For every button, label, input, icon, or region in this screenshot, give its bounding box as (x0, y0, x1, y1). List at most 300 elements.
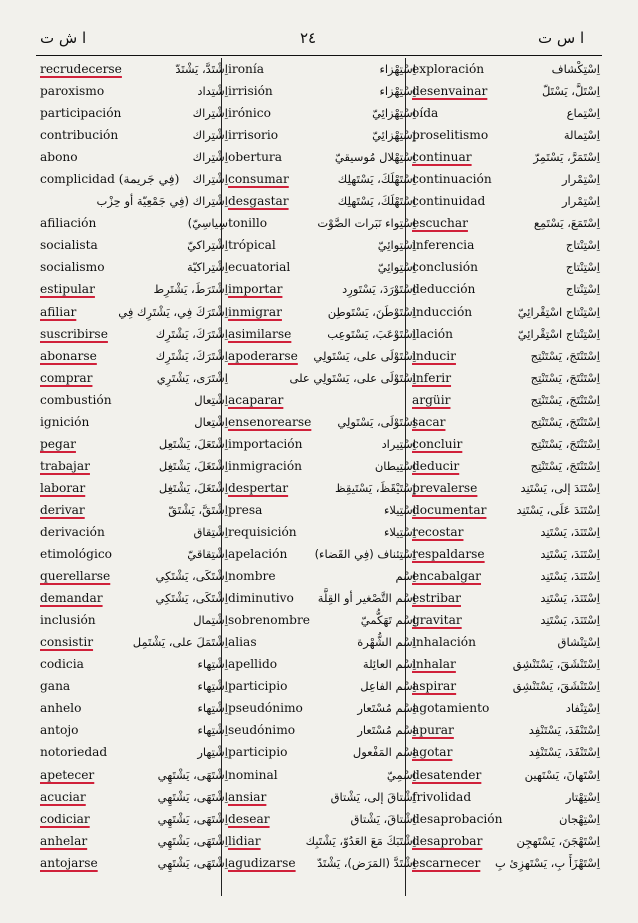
spanish-term: tonillo (228, 216, 268, 231)
dictionary-entry (226, 124, 416, 146)
dictionary-entry (410, 433, 600, 455)
arabic-term: اِسْتَنْتَجَ، يَسْتَنْتِج (530, 436, 600, 451)
dictionary-entry (226, 58, 416, 80)
dictionary-entry (38, 190, 228, 212)
dictionary-entry (38, 58, 228, 80)
dictionary-entry (226, 609, 416, 631)
dictionary-entry (38, 367, 228, 389)
dictionary-entry (38, 455, 228, 477)
spanish-term: irrisión (228, 84, 273, 99)
arabic-term: اِسْتَهْلَكَ، يَسْتَهلِك (337, 172, 416, 187)
dictionary-entry (38, 124, 228, 146)
arabic-term: اِشْتَرَكَ، يَشْتَرِك (155, 326, 228, 341)
arabic-term: اِسْم (395, 569, 416, 584)
arabic-term: اِشْتِعال (194, 392, 228, 407)
dictionary-entry (226, 168, 416, 190)
spanish-term: derivación (40, 524, 105, 539)
arabic-term: اِسْتِوائِيّ (377, 260, 416, 275)
arabic-term: اِشْتَرَكَ، يَشْتَرِك (155, 348, 228, 363)
dictionary-entry (38, 852, 228, 874)
dictionary-entry (226, 234, 416, 256)
arabic-term: اِشْتَهَى، يَشْتَهِي (157, 789, 228, 804)
spanish-term: apelación (228, 547, 288, 562)
dictionary-entry (410, 477, 600, 499)
arabic-term: اِشْتِراك (192, 150, 228, 165)
dictionary-entry (410, 301, 600, 323)
spanish-term: ignición (40, 414, 90, 429)
dictionary-entry (410, 234, 600, 256)
arabic-term: اِشْتِراك (192, 106, 228, 121)
dictionary-entry (226, 80, 416, 102)
dictionary-entry (410, 653, 600, 675)
arabic-term: اِشْتَهَى، يَشْتَهِي (157, 767, 228, 782)
spanish-term: sacar (412, 414, 446, 429)
arabic-term: اِسْتَيْقَظَ، يَسْتَيقِظ (334, 480, 416, 495)
dictionary-entry (38, 411, 228, 433)
dictionary-entry (38, 256, 228, 278)
dictionary-entry (410, 190, 600, 212)
dictionary-entry (410, 741, 600, 763)
spanish-term: continuidad (412, 194, 486, 209)
arabic-term: اِشْتِمال (193, 613, 228, 628)
dictionary-entry (410, 146, 600, 168)
arabic-term: اِشْتِراكيّ (187, 238, 228, 253)
spanish-term: suscribirse (40, 326, 108, 341)
spanish-term: laborar (40, 480, 86, 495)
arabic-term: اِشْتَكَى، يَشْتَكِي (155, 569, 228, 584)
dictionary-entry (410, 168, 600, 190)
arabic-term: اِسْتِهْزائِيّ (372, 128, 416, 143)
dictionary-entry (410, 543, 600, 565)
dictionary-entry (38, 719, 228, 741)
dictionary-entry (410, 124, 600, 146)
dictionary-entry (226, 102, 416, 124)
dictionary-entry (38, 477, 228, 499)
arabic-term: اِشْتَهَى، يَشْتَهِي (157, 855, 228, 870)
dictionary-entry (410, 852, 600, 874)
arabic-term: اِشْتِراك (192, 172, 228, 187)
arabic-term: اِسْم الشُّهْرة (357, 635, 416, 650)
dictionary-entry (226, 499, 416, 521)
spanish-term: desgastar (228, 194, 289, 209)
arabic-term: اِسْتِوائِيّ (377, 238, 416, 253)
arabic-term: اِسْتِيلاء (383, 524, 416, 539)
dictionary-entry (410, 565, 600, 587)
dictionary-entry (410, 719, 600, 741)
arabic-term: اِسْتَهانَ، يَسْتَهين (524, 767, 600, 782)
spanish-term: comprar (40, 370, 93, 385)
spanish-term: apellido (228, 657, 278, 672)
spanish-term: inferir (412, 370, 452, 385)
arabic-term: اِسْم التَّصْغير أو القِلَّة (317, 591, 416, 606)
arabic-term: اِشْتَهَى، يَشْتَهِي (157, 833, 228, 848)
dictionary-entry (38, 212, 228, 234)
dictionary-entry (410, 455, 600, 477)
arabic-term: اِسْمِيّ (386, 767, 416, 782)
spanish-term: estipular (40, 282, 95, 297)
dictionary-entry (410, 631, 600, 653)
column-2 (226, 58, 416, 874)
arabic-term: اِشْتِهار (197, 745, 228, 760)
dictionary-entry (38, 631, 228, 653)
dictionary-entry (38, 808, 228, 830)
arabic-term: اِسْتَنْتَجَ، يَسْتَنْتِج (530, 414, 600, 429)
dictionary-entry (226, 455, 416, 477)
arabic-term: اِسْتَنْتَجَ، يَسْتَنْتِج (530, 392, 600, 407)
dictionary-entry (226, 852, 416, 874)
spanish-term: participación (40, 106, 122, 121)
arabic-term: اِسْتَمَرَّ، يَسْتَمِرّ (533, 150, 600, 165)
dictionary-entry (226, 301, 416, 323)
arabic-term: اِشْتَقَّ، يَشْتَقّ (168, 502, 228, 517)
arabic-term: اِسْتِنْتاج اسْتِقْرائِيّ (517, 304, 600, 319)
arabic-term: اِسْتَنْتَجَ، يَسْتَنْتِج (530, 458, 600, 473)
header-left-letters: ا ش ت (40, 29, 87, 47)
dictionary-entry (38, 168, 228, 190)
spanish-term: importar (228, 282, 283, 297)
spanish-term: inhalar (412, 657, 456, 672)
arabic-term: اِسْتِنْتاج (565, 238, 600, 253)
spanish-term: diminutivo (228, 591, 294, 606)
spanish-term: ensenorearse (228, 414, 312, 429)
dictionary-entry (226, 675, 416, 697)
dictionary-entry (410, 521, 600, 543)
dictionary-entry (410, 80, 600, 102)
arabic-term: اِسْتَمَعَ، يَسْتَمِع (533, 216, 600, 231)
spanish-term: acuciar (40, 789, 86, 804)
arabic-term: اِسْتِهْزائِيّ (372, 106, 416, 121)
spanish-term: afiliar (40, 304, 77, 319)
arabic-term: اِشْتِراك (فِي جَمْعِيّة أو حِزْب (96, 194, 228, 209)
dictionary-entry (38, 301, 228, 323)
dictionary-entry (38, 830, 228, 852)
dictionary-entry (410, 102, 600, 124)
spanish-term: derivar (40, 502, 85, 517)
dictionary-entry (38, 499, 228, 521)
spanish-term: abono (40, 150, 78, 165)
arabic-term: اِسْتِمْرار (561, 172, 600, 187)
page-header (0, 22, 638, 56)
dictionary-entry (38, 565, 228, 587)
spanish-term: agudizarse (228, 855, 296, 870)
arabic-term: اِشْتِداد (197, 84, 228, 99)
arabic-term: اِسْم الفاعِل (360, 679, 416, 694)
arabic-term: اِسْتِماع (566, 106, 600, 121)
spanish-term: inmigrar (228, 304, 282, 319)
arabic-term: اِشْتاقَ، يَشْتاق (350, 811, 416, 826)
arabic-term: اِسْتِنْشاق (557, 635, 600, 650)
dictionary-entry (226, 146, 416, 168)
arabic-term: اِسْتَنْتَجَ، يَسْتَنْتِج (530, 370, 600, 385)
spanish-term: pegar (40, 436, 76, 451)
arabic-term: اِشْتَرَى، يَشْتَرِي (156, 370, 228, 385)
dictionary-entry (410, 58, 600, 80)
dictionary-entry (38, 323, 228, 345)
dictionary-entry (38, 146, 228, 168)
spanish-term: ecuatorial (228, 260, 291, 275)
spanish-term: acaparar (228, 392, 284, 407)
arabic-term: اِشْتَعَلَ، يَشْتَعِل (158, 436, 228, 451)
arabic-term: اِشْتَرَكَ فِي، يَشْتَرِك فِي (118, 304, 228, 319)
dictionary-entry (226, 433, 416, 455)
arabic-term: اِسْتَنَدَ، يَسْتَنِد (540, 569, 600, 584)
spanish-term: abonarse (40, 348, 97, 363)
spanish-term: antojo (40, 723, 79, 738)
spanish-term: trabajar (40, 458, 90, 473)
arabic-term: اِسْتِهْزاء (379, 62, 416, 76)
arabic-term: اِسْتَنَدَ، يَسْتَنِد (540, 613, 600, 628)
arabic-term: اِشْتِهاء (197, 701, 228, 716)
spanish-term: lidiar (228, 833, 261, 848)
spanish-term: importación (228, 436, 303, 451)
spanish-term: inhalación (412, 635, 476, 650)
dictionary-entry (226, 565, 416, 587)
spanish-term: prevalerse (412, 480, 478, 495)
arabic-term: اِسْتَوْلَى على، يَسْتَولِي (313, 348, 416, 363)
arabic-term: اِسْتَلَّ، يَسْتَلّ (541, 84, 600, 99)
page-number: ٢٤ (300, 29, 317, 47)
dictionary-entry (410, 587, 600, 609)
arabic-term: اِسْتَنْشَقَ، يَسْتَنْشِق (512, 679, 600, 694)
spanish-term: oída (412, 106, 439, 121)
spanish-term: nombre (228, 569, 276, 584)
dictionary-entry (38, 80, 228, 102)
dictionary-entry (38, 609, 228, 631)
arabic-term: اِشْتَكَى، يَشْتَكِي (155, 591, 228, 606)
arabic-term: اِسْتِمْرار (561, 194, 600, 209)
arabic-term: اِشْتِقاقيّ (187, 547, 228, 562)
dictionary-entry (38, 741, 228, 763)
spanish-term: frivolidad (412, 789, 472, 804)
spanish-term: continuación (412, 172, 492, 187)
spanish-term: inducción (412, 304, 473, 319)
arabic-term: اِسْتَوْعَبَ، يَسْتَوعِب (327, 326, 416, 341)
spanish-term: demandar (40, 591, 103, 606)
arabic-term: اِسْتَنْفَدَ، يَسْتَنْفِد (528, 723, 600, 738)
spanish-term: escarnecer (412, 855, 481, 870)
arabic-term: اِشْتِهاء (197, 679, 228, 694)
arabic-term: اِسْتَهْجَنَ، يَسْتَهجِن (516, 833, 600, 848)
spanish-term: participio (228, 679, 288, 694)
spanish-term: afiliación (40, 216, 97, 231)
arabic-term: اِسْتِنْتاج (565, 260, 600, 275)
dictionary-entry (38, 697, 228, 719)
dictionary-entry (410, 389, 600, 411)
dictionary-entry (38, 234, 228, 256)
dictionary-entry (410, 411, 600, 433)
spanish-term: requisición (228, 524, 297, 539)
dictionary-entry (410, 808, 600, 830)
arabic-term: اِسْتَنَدَ، يَسْتَنِد (540, 591, 600, 606)
arabic-term: اِسْتَنَدَ عَلَى، يَسْتَنِد (516, 502, 600, 517)
spanish-term: desatender (412, 767, 482, 782)
spanish-term: inducir (412, 348, 456, 363)
arabic-term: سِياسِيّ) (187, 216, 228, 231)
arabic-term: اِسْتَوْلَى، يَسْتَولِي (337, 414, 416, 429)
spanish-term: agotar (412, 745, 453, 760)
spanish-term: notoriedad (40, 745, 108, 760)
arabic-term: اِسْتَنَدَ، يَسْتَنِد (540, 524, 600, 539)
arabic-term: اِشْتَغَلَ، يَشْتَغِل (158, 480, 228, 495)
spanish-term: anhelo (40, 701, 82, 716)
spanish-term: recostar (412, 524, 464, 539)
spanish-term: concluir (412, 436, 463, 451)
arabic-term: اِشْتَدَّ، يَشْتَدّ (175, 62, 228, 76)
spanish-term: apetecer (40, 767, 95, 782)
column-1 (38, 58, 228, 874)
spanish-term: irónico (228, 106, 271, 121)
arabic-term: اِسْتِنْتاج اسْتِقْرائِيّ (517, 326, 600, 341)
dictionary-entry (410, 764, 600, 786)
arabic-term: اِسْتِنْتاج (565, 282, 600, 297)
spanish-term: deducción (412, 282, 476, 297)
spanish-term: respaldarse (412, 547, 485, 562)
dictionary-entry (226, 323, 416, 345)
spanish-term: estribar (412, 591, 461, 606)
spanish-term: complicidad (فِي جَريمة) (40, 172, 180, 187)
spanish-term: recrudecerse (40, 62, 122, 76)
dictionary-entry (38, 521, 228, 543)
spanish-term: querellarse (40, 569, 111, 584)
spanish-term: agotamiento (412, 701, 490, 716)
spanish-term: sobrenombre (228, 613, 311, 628)
column-3 (410, 58, 600, 874)
dictionary-entry (38, 345, 228, 367)
spanish-term: participio (228, 745, 288, 760)
header-rule (36, 55, 602, 56)
spanish-term: desear (228, 811, 270, 826)
arabic-term: اِشْتَرَطَ، يَشْتَرِط (153, 282, 228, 297)
arabic-term: اِسْتِهْلال مُوسيقيّ (334, 150, 416, 165)
spanish-term: inmigración (228, 458, 303, 473)
dictionary-entry (410, 323, 600, 345)
dictionary-entry (226, 521, 416, 543)
dictionary-entry (410, 697, 600, 719)
dictionary-entry (38, 675, 228, 697)
arabic-term: اِشْتاقَ إلى، يَشْتاق (330, 789, 416, 804)
dictionary-entry (38, 786, 228, 808)
arabic-term: اِشْتِقاق (193, 524, 228, 539)
dictionary-entry (226, 543, 416, 565)
spanish-term: consistir (40, 635, 94, 650)
arabic-term: اِسْتَنَدَ إلى، يَسْتَنِد (520, 480, 600, 495)
spanish-term: proselitismo (412, 128, 489, 143)
spanish-term: contribución (40, 128, 119, 143)
spanish-term: exploración (412, 62, 485, 76)
arabic-term: اِسْم المَفْعول (352, 745, 416, 760)
dictionary-entry (38, 278, 228, 300)
dictionary-entry (226, 830, 416, 852)
spanish-term: nominal (228, 767, 278, 782)
spanish-term: gravitar (412, 613, 462, 628)
arabic-term: اِشْتِهاء (197, 657, 228, 672)
arabic-term: اِسْتَوْرَدَ، يَسْتَورِد (342, 282, 416, 297)
dictionary-entry (226, 212, 416, 234)
spanish-term: inferencia (412, 238, 475, 253)
spanish-term: continuar (412, 150, 472, 165)
arabic-term: اِسْتِهْجان (559, 811, 600, 826)
dictionary-entry (410, 345, 600, 367)
spanish-term: documentar (412, 502, 487, 517)
spanish-term: codicia (40, 657, 84, 672)
spanish-term: despertar (228, 480, 289, 495)
spanish-term: apoderarse (228, 348, 298, 363)
spanish-term: desaprobación (412, 811, 503, 826)
spanish-term: desenvainar (412, 84, 488, 99)
dictionary-entry (226, 256, 416, 278)
dictionary-entry (226, 808, 416, 830)
dictionary-entry (226, 653, 416, 675)
spanish-term: ansiar (228, 789, 267, 804)
spanish-term: consumar (228, 172, 289, 187)
dictionary-entry (410, 278, 600, 300)
arabic-term: اِسْم العائِلة (362, 657, 416, 672)
arabic-term: اِسْتِواء نَبَرات الصَّوْت (317, 216, 416, 231)
spanish-term: obertura (228, 150, 283, 165)
spanish-term: paroxismo (40, 84, 105, 99)
spanish-term: escuchar (412, 216, 468, 231)
arabic-term: اِسْتَوْطَنَ، يَسْتَوطِن (327, 304, 416, 319)
arabic-term: اِسْتَنْفَدَ، يَسْتَنْفِد (528, 745, 600, 760)
dictionary-entry (410, 675, 600, 697)
spanish-term: pseudónimo (228, 701, 303, 716)
spanish-term: codiciar (40, 811, 90, 826)
arabic-term: اِسْتِهْزاء (379, 84, 416, 99)
dictionary-entry (226, 190, 416, 212)
arabic-term: اِسْتَهْلَكَ، يَسْتَهلِك (337, 194, 416, 209)
spanish-term: combustión (40, 392, 112, 407)
arabic-term: اِسْتَوْلَى على، يَسْتَولِي على (289, 370, 416, 385)
arabic-term: اِسْتَنْتَجَ، يَسْتَنْتِج (530, 348, 600, 363)
dictionary-entry (38, 433, 228, 455)
dictionary-entry (226, 411, 416, 433)
spanish-term: argüir (412, 392, 451, 407)
spanish-term: anhelar (40, 833, 88, 848)
arabic-term: اِسْتِئناف (فِي القَضاء) (314, 547, 416, 562)
spanish-term: apurar (412, 723, 454, 738)
dictionary-entry (226, 786, 416, 808)
arabic-term: اِسْم مُسْتَعار (357, 701, 416, 716)
dictionary-entry (226, 764, 416, 786)
arabic-term: اِشْتِراك (192, 128, 228, 143)
spanish-term: desaprobar (412, 833, 483, 848)
dictionary-entry (38, 389, 228, 411)
dictionary-entry (226, 631, 416, 653)
arabic-term: اِشْتِراكيّة (187, 260, 228, 275)
arabic-term: اِسْتِيلاء (383, 502, 416, 517)
spanish-term: socialista (40, 238, 98, 253)
dictionary-entry (38, 653, 228, 675)
arabic-term: اِسْتِمالة (563, 128, 600, 143)
dictionary-entry (410, 609, 600, 631)
arabic-term: اِسْم مُسْتَعار (357, 723, 416, 738)
dictionary-entry (226, 697, 416, 719)
spanish-term: trópical (228, 238, 276, 253)
dictionary-entry (226, 587, 416, 609)
dictionary-entry (410, 367, 600, 389)
arabic-term: اِشْتَغَلَ، يَشْتَغِل (158, 458, 228, 473)
spanish-term: ilación (412, 326, 453, 341)
spanish-term: encabalgar (412, 569, 482, 584)
dictionary-entry (226, 278, 416, 300)
arabic-term: اِسْتَنَدَ، يَسْتَنِد (540, 547, 600, 562)
arabic-term: اِسْتِهْتار (565, 789, 600, 804)
arabic-term: اِشْتِهاء (197, 723, 228, 738)
spanish-term: gana (40, 679, 71, 694)
arabic-term: اِشْتَدَّ (المَرَض)، يَشْتَدّ (317, 855, 416, 870)
arabic-term: اِشْتَهَى، يَشْتَهِي (157, 811, 228, 826)
arabic-term: اِسْتَهْزَأَ بِ، يَسْتَهزِئ بِ (494, 855, 600, 870)
